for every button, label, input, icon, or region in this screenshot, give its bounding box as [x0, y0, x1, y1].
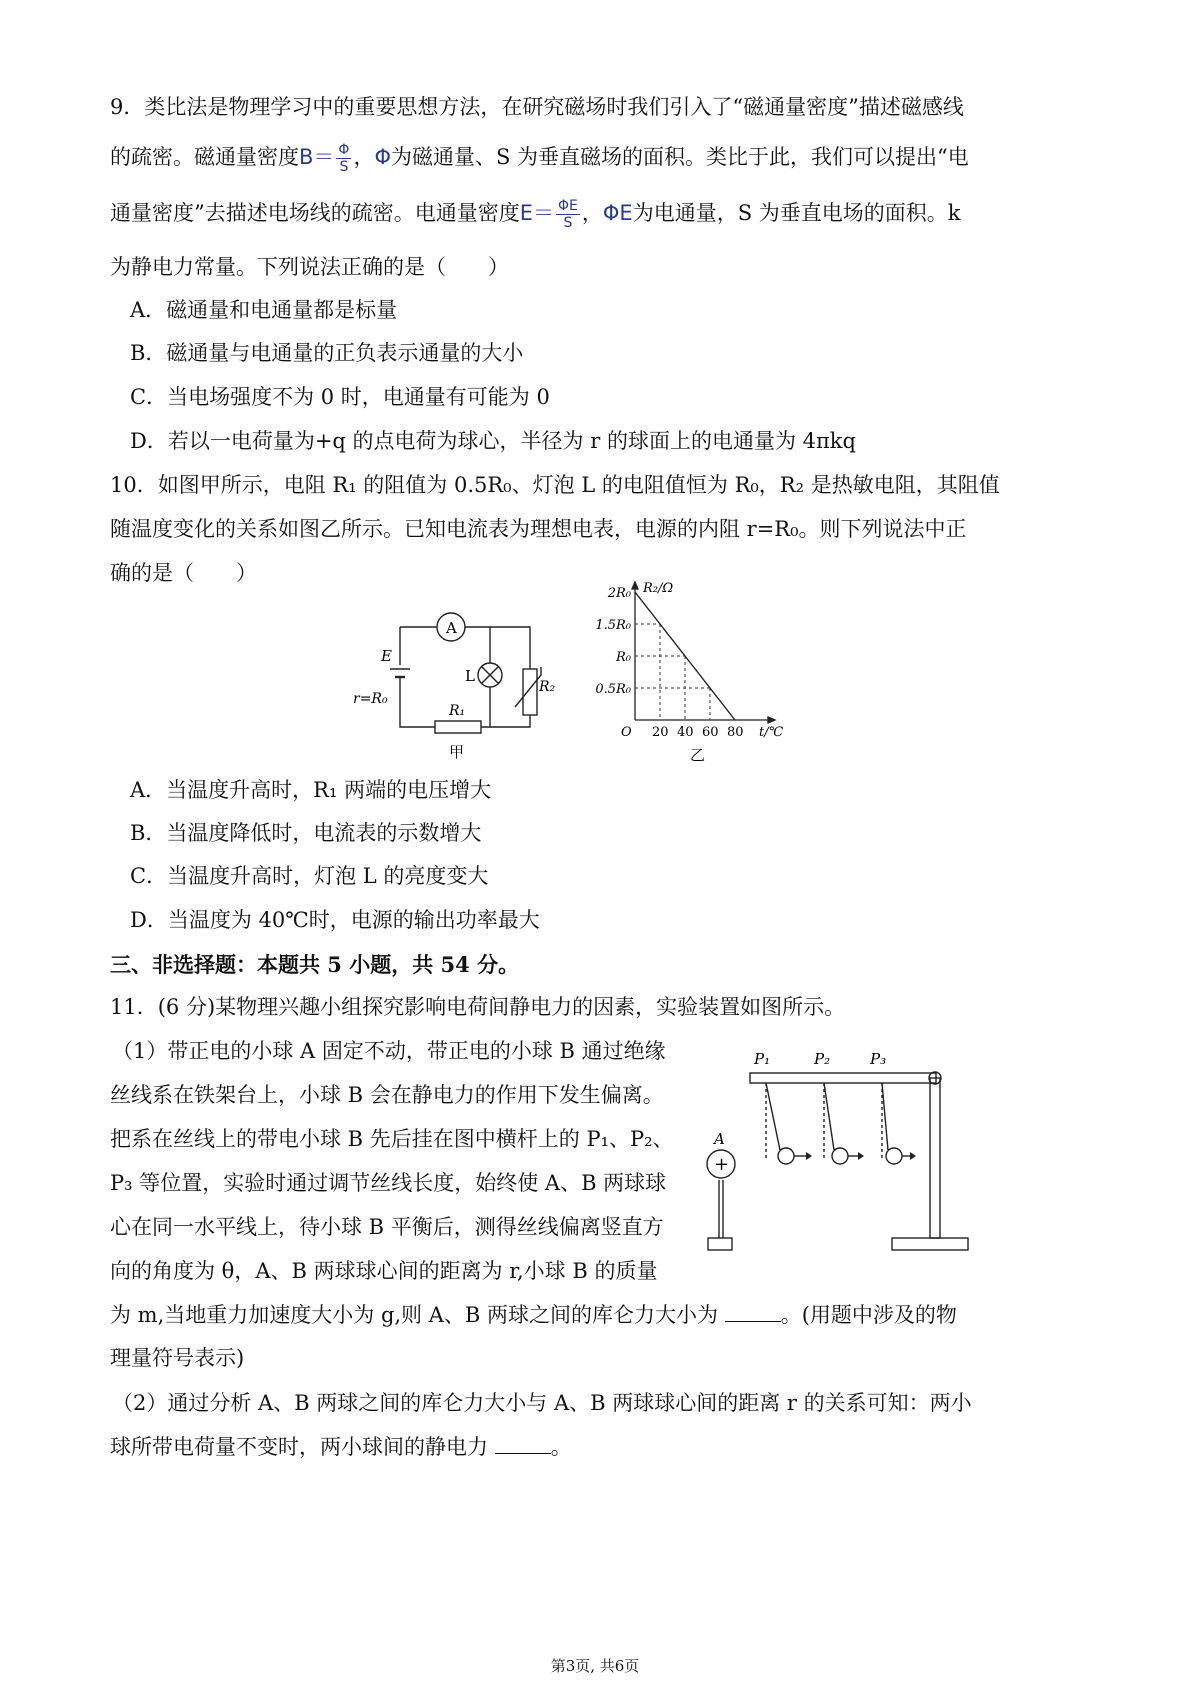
q9-comma: ，	[581, 201, 603, 225]
internal-r-label: r=R₀	[353, 691, 388, 707]
phi-symbol: Φ	[374, 145, 391, 169]
q9-line-3	[110, 198, 1095, 231]
y-axis-label: R₂/Ω	[643, 581, 674, 596]
q10-line-3: 确的是（ ）	[110, 561, 257, 585]
x-tick-label: 60	[702, 725, 719, 740]
q11-p1-line-8: 理量符号表示)	[110, 1346, 245, 1370]
source-label: E	[381, 647, 392, 665]
ammeter-label: A	[446, 619, 457, 637]
coulomb-apparatus	[702, 1040, 982, 1265]
r1-label: R₁	[449, 703, 466, 719]
circuit-caption: 甲	[449, 743, 465, 761]
origin-label: O	[621, 725, 632, 740]
q10-option-a[interactable]: A．当温度升高时，R₁ 两端的电压增大	[130, 778, 492, 802]
r2-label: R₂	[539, 679, 555, 695]
q11-p1-line-2: 丝线系在铁架台上，小球 B 会在静电力的作用下发生偏离。	[110, 1083, 664, 1107]
circuit-diagram	[345, 605, 555, 765]
lamp-label: L	[465, 667, 475, 685]
y-tick-label: 0.5R₀	[595, 682, 631, 697]
q11-p2-line-2b: 。	[550, 1435, 572, 1459]
y-axis-arrow	[632, 582, 638, 589]
r2-temperature-chart	[585, 578, 795, 763]
q11-p2-line-2a: 球所带电荷量不变时，两小球间的静电力	[110, 1435, 488, 1459]
q10-line-2: 随温度变化的关系如图乙所示。已知电流表为理想电表，电源的内阻 r=R₀。则下列说法中正	[110, 517, 967, 541]
answer-blank-2[interactable]	[495, 1433, 551, 1454]
q11-p1-line-1: （1）带正电的小球 A 固定不动，带正电的小球 B 通过绝缘	[112, 1039, 666, 1063]
section-3-heading: 三、非选择题：本题共 5 小题，共 54 分。	[110, 952, 520, 977]
q11-p1-line-4: P₃ 等位置，实验时通过调节丝线长度，始终使 A、B 两球球	[110, 1171, 667, 1195]
q11-p1-line-5: 心在同一水平线上，待小球 B 平衡后，测得丝线偏离竖直方	[110, 1215, 664, 1239]
x-tick-label: 20	[652, 725, 669, 740]
x-axis-label: t/℃	[759, 725, 784, 740]
q11-p1-line-3: 把系在丝线上的带电小球 B 先后挂在图中横杆上的 P₁、P₂、	[110, 1127, 674, 1151]
q11-p1-line-7b: 。(用题中涉及的物	[780, 1303, 957, 1327]
p2-label: P₂	[814, 1050, 831, 1068]
chart-caption: 乙	[690, 746, 706, 763]
q9-option-d[interactable]: D．若以一电荷量为+q 的点电荷为球心，半径为 r 的球面上的电通量为 4πkq	[130, 429, 856, 453]
q11-p1-line-7a: 为 m,当地重力加速度大小为 g,则 A、B 两球之间的库仑力大小为	[110, 1303, 719, 1327]
answer-blank-1[interactable]	[725, 1301, 781, 1322]
y-tick-label: 1.5R₀	[595, 618, 631, 633]
x-tick-label: 40	[677, 725, 694, 740]
p1-label: P₁	[754, 1050, 771, 1068]
q10-line-1: 10．如图甲所示，电阻 R₁ 的阻值为 0.5R₀、灯泡 L 的电阻值恒为 R₀，R₂ 是热敏电阻，其阻值	[110, 473, 1000, 497]
q10-option-d[interactable]: D．当温度为 40℃时，电源的输出功率最大	[130, 908, 540, 932]
x-axis-arrow	[768, 717, 775, 723]
q11-p1-line-6: 向的角度为 θ，A、B 两球球心间的距离为 r,小球 B 的质量	[110, 1259, 658, 1283]
q9-line-1: 9．类比法是物理学习中的重要思想方法，在研究磁场时我们引入了“磁通量密度”描述磁感线	[110, 95, 964, 119]
q11-p2-line-1: （2）通过分析 A、B 两球之间的库仑力大小与 A、B 两球球心间的距离 r 的关系可知：两小	[112, 1391, 972, 1415]
q10-option-b[interactable]: B．当温度降低时，电流表的示数增大	[130, 821, 482, 845]
q9-line-2a: 的疏密。磁通量密度	[110, 145, 299, 169]
y-tick-label: R₀	[616, 650, 631, 665]
frac-num: Φ	[338, 142, 350, 158]
e-equals: E＝	[519, 201, 555, 225]
frac-den: S	[563, 215, 573, 231]
q9-line-3c: 为电通量，S 为垂直电场的面积。k	[632, 201, 961, 225]
q9-comma: ，	[353, 145, 375, 169]
q11-p1-line-7	[110, 1300, 1095, 1330]
q11-p2-line-2	[110, 1432, 1095, 1462]
x-tick-label: 80	[727, 725, 744, 740]
ball-a-label: A	[714, 1130, 725, 1148]
phie-over-s-fraction	[556, 198, 580, 231]
q9-option-c[interactable]: C．当电场强度不为 0 时，电通量有可能为 0	[130, 385, 550, 409]
y-tick-label: 2R₀	[607, 586, 631, 601]
page-footer: 第3页, 共6页	[550, 1657, 640, 1675]
phie-symbol: ΦE	[602, 201, 633, 225]
q11-line-1: 11．(6 分)某物理兴趣小组探究影响电荷间静电力的因素，实验装置如图所示。	[110, 995, 846, 1019]
p3-label: P₃	[870, 1050, 887, 1068]
q9-line-4: 为静电力常量。下列说法正确的是（ ）	[110, 255, 509, 279]
q10-option-c[interactable]: C．当温度升高时，灯泡 L 的亮度变大	[130, 864, 489, 888]
q9-option-a[interactable]: A．磁通量和电通量都是标量	[130, 298, 398, 322]
b-equals: B＝	[299, 145, 335, 169]
plus-sign: +	[714, 1154, 730, 1175]
phi-over-s-fraction	[336, 142, 351, 175]
q9-option-b[interactable]: B．磁通量与电通量的正负表示通量的大小	[130, 341, 524, 365]
frac-den: S	[339, 159, 349, 175]
q9-line-3a: 通量密度”去描述电场线的疏密。电通量密度	[110, 201, 520, 225]
q9-line-2c: 为磁通量、S 为垂直磁场的面积。类比于此，我们可以提出“电	[390, 145, 969, 169]
q9-line-2	[110, 142, 1095, 175]
frac-num: ΦE	[558, 198, 578, 214]
